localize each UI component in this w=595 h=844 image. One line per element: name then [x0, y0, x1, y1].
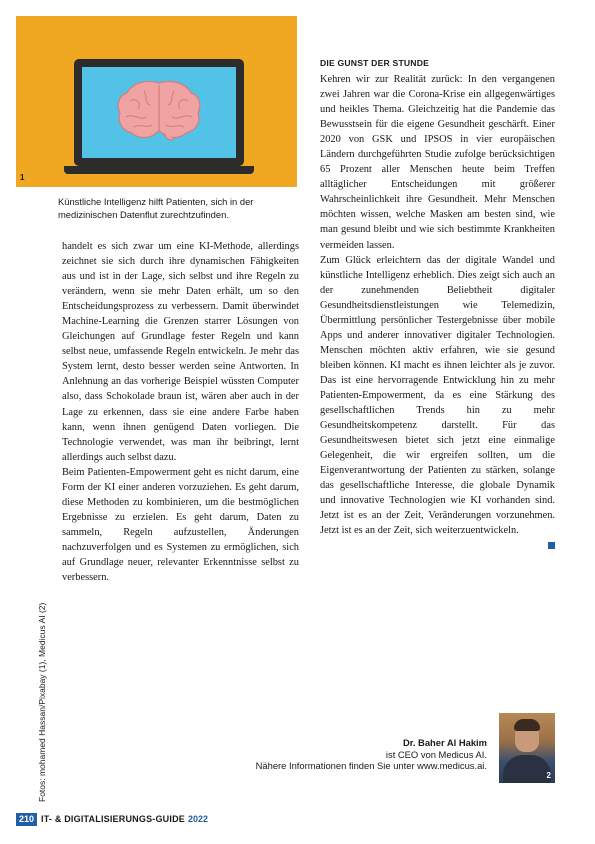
section-heading: DIE GUNST DER STUNDE: [320, 58, 430, 68]
author-role: ist CEO von Medicus AI.: [385, 748, 487, 760]
guide-title: IT- & DIGITALISIERUNGS-GUIDE: [41, 814, 185, 824]
author-block: [256, 737, 487, 772]
paragraph: Zum Glück erleichtern das der digitale Wandel und künstliche Intelligenz erheblich. Dies zeigt sich auch an der zunehmenden Beliebtheit digitaler Gesundheitsdienstleistungen wie Telemedizin, Übermittlung persönlicher Testergebnisse über mobile Apps und anderer innovativer digitaler Technologien. Menschen möchten aktiv erfahren, wie sie gesund bleiben können. KI macht es ihnen leichter als je zuvor. Das ist eine hervorragende Entwicklung hin zu mehr Patienten-Empowerment, da es eine Stärkung des gesellschaftlichen Trends hin zu mehr Gesundheitskompetenz darstellt. Für das Gesundheitswesen bietet sich jetzt eine einmalige Gelegenheit, die wir ergreifen sollten, um die Eigenverantwortung der Patienten zu stärken, solange das gesellschaftliche Interesse, die globale Dynamik und innovative Technologien wie KI vorhanden sind. Jetzt ist es an der Zeit, Veränderungen vorzunehmen. Jetzt ist es an der Zeit, sich weiterzuentwickeln.: [320, 254, 555, 537]
author-info: Nähere Informationen finden Sie unter www.medicus.ai.: [255, 760, 487, 771]
photo-number: 2: [546, 771, 551, 780]
page-footer: [16, 813, 208, 826]
page-number: 210: [16, 813, 37, 826]
laptop-base: [64, 166, 254, 174]
author-name: Dr. Baher Al Hakim: [402, 737, 487, 748]
figure-caption: Künstliche Intelligenz hilft Patienten, sich in der medizinischen Datenflut zurechtzufinden.: [58, 196, 254, 220]
figure-number: 1: [20, 173, 25, 182]
photo-credits: Fotos: mohamed Hassan/Pixabay (1), Medicus AI (2): [37, 602, 47, 802]
paragraph: Kehren wir zur Realität zurück: In den vergangenen zwei Jahren war die Corona-Krise ein allgegenwärtiges und heikles Thema. Gleichzeitig hat die Pandemie das Bewusstsein für die eigene Gesundheit geschärft. Einer 2020 von GSK und IPSOS in vier europäischen Ländern durchgeführten Studie zufolge berücksichtigen 65 Prozent aller Menschen heute beim Treffen alltäglicher Entscheidungen mit größerer Wahrscheinlichkeit ihre Gesundheit. Mehr Menschen möchten wissen, welche Masken am besten sind, wie man gesund bleibt und wie sich bestimmte Krankheiten vermeiden lassen.: [320, 74, 555, 251]
figure-laptop-brain: [16, 16, 297, 187]
right-column: [320, 56, 555, 549]
end-mark-icon: [548, 542, 555, 549]
left-column: [62, 239, 299, 585]
paragraph: Beim Patienten-Empowerment geht es nicht darum, eine Form der KI einer anderen vorzuziehen. Es geht darum, diese Methoden zu kombinieren, um die bestmöglichen Ergebnisse zu erzielen. Es geht darum, Daten zu sammeln, Regeln aufzustellen, Änderungen nachzuverfolgen und es Systemen zu ermöglichen, sich auf Grundlage neuer, relevanter Erkenntnisse selbst zu verbessern.: [62, 466, 299, 584]
author-photo: [499, 713, 555, 783]
laptop-display: [82, 67, 236, 158]
laptop-icon: [74, 59, 244, 166]
paragraph: handelt es sich zwar um eine KI-Methode, allerdings zeichnet sie sich durch ihre dynamischen Fähigkeiten aus und ist in der Lage, sich selbst und ihre Regeln zu verändern, wenn sie mehr Daten erhält, um so den Entscheidungsprozess zu verbessern. Damit überwindet Machine-Learning die Grenzen starrer Lösungen von Gleichungen auf Grundlage fester Regeln und kann selbst neue, umfassende Regeln entwickeln. Je mehr das System lernt, desto besser werden seine Antworten. In Anlehnung an das vorherige Beispiel wüssten Computer also, dass Schokolade braun ist, wären aber auch in der Lage zu erkennen, dass sie eine andere Farbe haben kann, wenn ihnen genügend Daten vorliegen. Die Technologie verwendet, was man ihr beibringt, lernt allerdings auch selbst dazu.: [62, 241, 299, 463]
guide-year: 2022: [187, 814, 208, 824]
brain-icon: [116, 77, 202, 145]
